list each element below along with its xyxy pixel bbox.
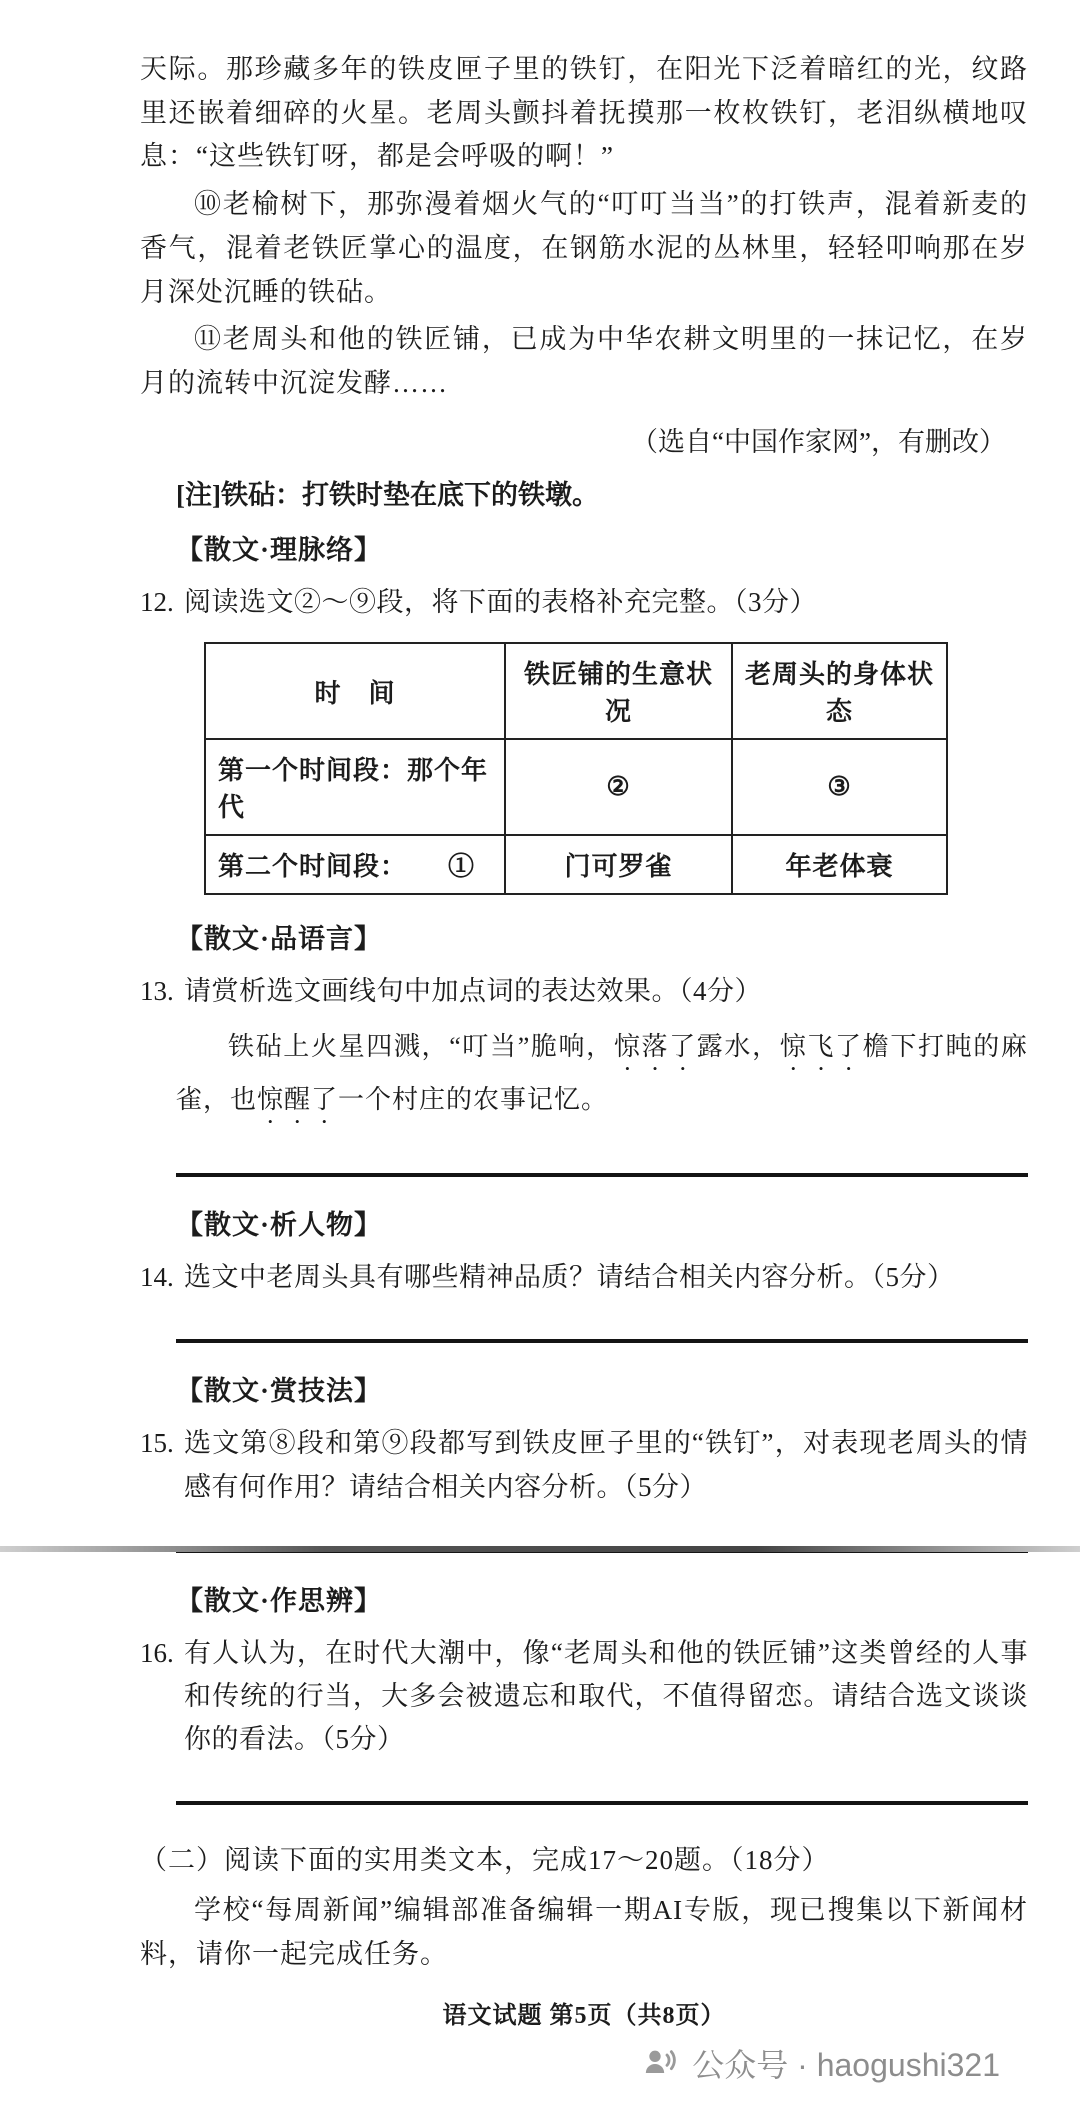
question-16-number: 16. <box>140 1637 174 1668</box>
paragraph-continuation: 天际。那珍藏多年的铁皮匣子里的铁钉，在阳光下泛着暗红的光，纹路里还嵌着细碎的火星。老周头颤抖着抚摸那一枚枚铁钉，老泪纵横地叹息：“这些铁钉呀，都是会呼吸的啊！” <box>140 54 1028 172</box>
question-13-number: 13. <box>140 976 174 1007</box>
part2-intro: 学校“每周新闻”编辑部准备编辑一期AI专版，现已搜集以下新闻材料，请你一起完成任务。 <box>140 1895 1028 1969</box>
question-15 <box>140 1422 1028 1508</box>
question-14-text: 选文中老周头具有哪些精神品质？请结合相关内容分析。（5分） <box>184 1262 955 1293</box>
section-label-reflection: 【散文·作思辨】 <box>176 1585 383 1616</box>
quote-segment: 铁砧上火星四溅，“叮当”脆响， <box>228 1032 614 1062</box>
quote-emphasized-word: 惊落了 <box>613 1032 697 1062</box>
table-cell-health2: 年老体衰 <box>732 835 947 894</box>
table-header-business: 铁匠铺的生意状况 <box>505 643 732 739</box>
section-label-structure: 【散文·理脉络】 <box>176 534 383 565</box>
section-label-character: 【散文·析人物】 <box>176 1210 383 1241</box>
question-13-text: 请赏析选文画线句中加点词的表达效果。（4分） <box>184 976 762 1007</box>
answer-line <box>176 1173 1028 1177</box>
table-header-row <box>205 643 947 739</box>
watermark-text: 公众号 · haogushi321 <box>692 2046 1000 2083</box>
question-15-number: 15. <box>140 1428 174 1459</box>
question-12-text: 阅读选文②～⑨段，将下面的表格补充完整。（3分） <box>184 586 817 617</box>
source-attribution: （选自“中国作家网”，有删改） <box>631 426 1006 457</box>
table-cell-business2: 门可罗雀 <box>505 835 732 894</box>
question-14-number: 14. <box>140 1262 174 1293</box>
scan-edge <box>0 1546 1080 1552</box>
table-row <box>205 835 947 894</box>
question-15-text: 选文第⑧段和第⑨段都写到铁皮匣子里的“铁钉”，对表现老周头的情感有何作用？请结合相关内容分析。（5分） <box>184 1428 1028 1502</box>
watermark <box>140 2034 1028 2112</box>
question-14 <box>140 1256 1028 1299</box>
paragraph-10: ⑩老榆树下，那弥漫着烟火气的“叮叮当当”的打铁声，混着新麦的香气，混着老铁匠掌心的温度，在钢筋水泥的丛林里，轻轻叩响那在岁月深处沉睡的铁砧。 <box>140 189 1028 307</box>
question-12-table <box>204 642 948 895</box>
table-header-health: 老周头的身体状态 <box>732 643 947 739</box>
question-16 <box>140 1632 1028 1762</box>
quote-emphasized-word: 惊醒了 <box>257 1085 339 1115</box>
question-12-number: 12. <box>140 586 174 617</box>
paragraph-11: ⑪老周头和他的铁匠铺，已成为中华农耕文明里的一抹记忆，在岁月的流转中沉淀发酵…… <box>140 324 1028 399</box>
table-header-time: 时 间 <box>205 643 505 739</box>
table-cell-blank2: ② <box>505 739 732 835</box>
question-12 <box>140 581 1028 624</box>
table-cell-period2: 第二个时间段： ① <box>205 835 505 894</box>
quote-segment: 檐下打盹的麻雀，也 <box>176 1032 1028 1115</box>
quote-segment: 一个村庄的农事记忆。 <box>338 1085 609 1115</box>
section-label-language: 【散文·品语言】 <box>176 924 383 955</box>
table-cell-blank3: ③ <box>732 739 947 835</box>
megaphone-icon <box>640 2043 680 2083</box>
answer-line <box>176 1801 1028 1805</box>
question-13 <box>140 970 1028 1013</box>
quote-emphasized-word: 惊飞了 <box>779 1032 863 1062</box>
question-13-quote <box>176 1023 1028 1129</box>
table-cell-period1: 第一个时间段：那个年代 <box>205 739 505 835</box>
section-label-technique: 【散文·赏技法】 <box>176 1376 383 1407</box>
quote-segment: 露水， <box>696 1032 780 1062</box>
table-row <box>205 739 947 835</box>
footnote: [注]铁砧：打铁时垫在底下的铁墩。 <box>176 479 599 510</box>
part2-heading: （二）阅读下面的实用类文本，完成17～20题。（18分） <box>140 1845 830 1876</box>
page-footer: 语文试题 第5页（共8页） <box>442 2002 726 2029</box>
answer-line <box>176 1339 1028 1343</box>
question-16-text: 有人认为，在时代大潮中，像“老周头和他的铁匠铺”这类曾经的人事和传统的行当，大多会被遗忘和取代，不值得留恋。请结合选文谈谈你的看法。（5分） <box>184 1637 1028 1755</box>
